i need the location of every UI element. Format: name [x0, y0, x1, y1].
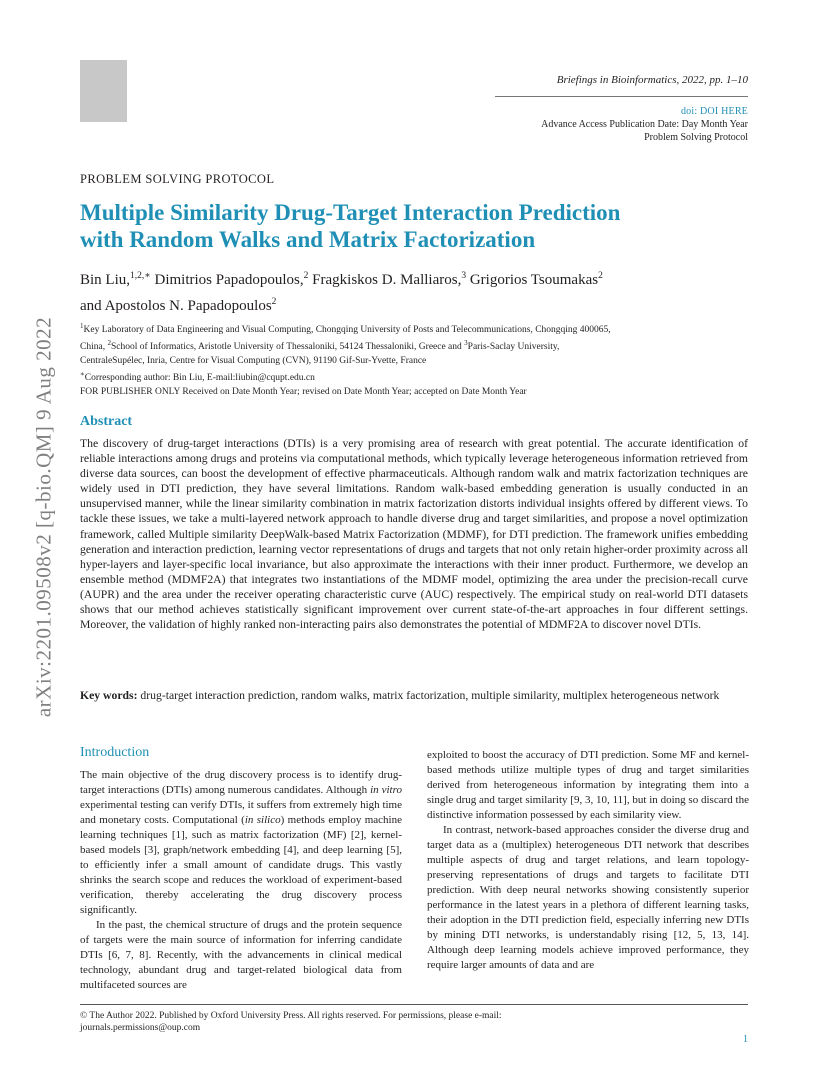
copyright-footnote [80, 1010, 740, 1034]
affiliations [80, 320, 752, 399]
paragraph: exploited to boost the accuracy of DTI prediction. Some MF and kernel-based methods utilize multiple types of drug and target similarities derived from heterogeneous information by integrating them into a single drug and target similarity [9, 3, 10, 11], but in doing so discard the distinctive information possessed by each similarity view. [427, 749, 749, 821]
author-name: Fragkiskos D. Malliaros, [308, 272, 462, 288]
affil-text: Key Laboratory of Data Engineering and Visual Computing, Chongqing University of Posts and Telecommunications, Chongqing 400065, [83, 325, 611, 336]
journal-citation: Briefings in Bioinformatics, 2022, pp. 1–10 [556, 74, 748, 86]
author-line-2 [80, 291, 760, 317]
affiliation-line [80, 320, 752, 337]
author-line-1 [80, 265, 760, 291]
introduction-heading: Introduction [80, 745, 150, 760]
publisher-note: FOR PUBLISHER ONLY Received on Date Month Year; revised on Date Month Year; accepted on Date Month Year [80, 386, 527, 397]
copyright-line: © The Author 2022. Published by Oxford University Press. All rights reserved. For permissions, please e-mail: [80, 1011, 502, 1021]
affil-text: School of Informatics, Aristotle University of Thessaloniki, 54124 Thessaloniki, Greece and [110, 342, 465, 353]
page-number: 1 [743, 1034, 748, 1045]
paragraph [80, 768, 402, 918]
section-label: PROBLEM SOLVING PROTOCOL [80, 172, 275, 186]
paper-type: Problem Solving Protocol [644, 132, 748, 143]
author-affil-sup: 3 [461, 271, 467, 281]
header-rule [495, 96, 748, 97]
author-name: Grigorios Tsoumakas [466, 272, 599, 288]
author-name: and Apostolos N. Papadopoulos [80, 298, 272, 314]
affil-marker: 3 [464, 339, 468, 348]
permissions-email[interactable]: journals.permissions@oup.com [80, 1023, 201, 1033]
title-line-1: Multiple Similarity Drug-Target Interaction Prediction [80, 200, 621, 225]
author-affil-sup: 1,2,∗ [130, 271, 151, 281]
right-column [427, 748, 749, 973]
doi-link[interactable]: doi: DOI HERE [680, 106, 748, 117]
paper-title [80, 199, 760, 253]
advance-access-date: Advance Access Publication Date: Day Month Year [541, 119, 748, 130]
arxiv-side-stamp[interactable]: arXiv:2201.09508v2 [q-bio.QM] 9 Aug 2022 [31, 316, 56, 718]
keywords [80, 688, 748, 703]
journal-logo-placeholder [80, 60, 127, 122]
keywords-label: Key words: [80, 689, 138, 702]
author-name: Bin Liu, [80, 272, 131, 288]
italic-term: in silico [244, 814, 281, 826]
affil-marker: ∗ [80, 370, 85, 379]
abstract-heading: Abstract [80, 414, 133, 429]
affil-marker: 2 [107, 339, 111, 348]
paragraph: In contrast, network-based approaches consider the diverse drug and target data as a (multiplex) heterogeneous DTI network that describes multiple aspects of drug and target relations, and learn topology-preserving representations of drugs and targets to facilitate DTI prediction. With deep neural networks showing consistently superior performance in the latest years in a plethora of different learning tasks, their adoption in the DTI prediction field, especially inferring new DTIs by mining DTI networks, is understandably rising [12, 5, 13, 14]. Although deep learning models achieve improved performance, they require larger amounts of data and are [427, 824, 749, 971]
footnote-rule [80, 1004, 748, 1005]
abstract-text: The discovery of drug-target interactions (DTIs) is a very promising area of research with great potential. The accurate identification of reliable interactions among drugs and proteins via computational methods, which typically leverage heterogeneous information retrieved from diverse data sources, can boost the development of effective pharmaceuticals. Although random walk and matrix factorization techniques are widely used in DTI prediction, they have several limitations. Random walk-based embedding generation is usually conducted in an unsupervised manner, while the linear similarity combination in matrix factorization distorts individual insights offered by different views. To tackle these issues, we take a multi-layered network approach to handle diverse drug and target similarities, and propose a novel optimization framework, called Multiple similarity DeepWalk-based Matrix Factorization (MDMF), for DTI prediction. The framework unifies embedding generation and interaction prediction, learning vector representations of drugs and targets that not only retain higher-order proximity across all hyper-layers and layer-specific local invariance, but also approximate the interactions with their inner product. Furthermore, we develop an ensemble method (MDMF2A) that integrates two instantiations of the MDMF model, optimizing the area under the precision-recall curve (AUPR) and the area under the receiver operating characteristic curve (AUC) respectively. The empirical study on real-world DTI datasets shows that our method achieves statistically significant improvement over current state-of-the-art approaches in four different settings. Moreover, the validation of highly ranked non-interacting pairs also demonstrates the potential of MDMF2A to discover novel DTIs. [80, 437, 748, 632]
affiliation-line: CentraleSupélec, Inria, Centre for Visual Computing (CVN), 91190 Gif-Sur-Yvette, France [80, 355, 427, 366]
author-list [80, 265, 760, 317]
text-run: ) methods employ machine learning techniques [1], such as matrix factorization (MF) [2], kernel-based models [3], graph/network embedding [4], and deep learning [5], to efficiently infer a small amount of candidate drugs. This vastly shrinks the search scope and reduces the workload of experiment-based verification, thereby accelerating the drug discovery process significantly. [80, 814, 402, 916]
author-name: Dimitrios Papadopoulos, [150, 272, 304, 288]
paragraph: In the past, the chemical structure of drugs and the protein sequence of targets were the main source of information for inferring candidate DTIs [6, 7, 8]. Recently, with the advancements in clinical medical technology, abundant drug and target-related biological data from multifaceted sources are [80, 919, 402, 991]
text-run: The main objective of the drug discovery process is to identify drug-target interactions (DTIs) among numerous candidates. Although [80, 769, 402, 796]
author-affil-sup: 2 [598, 271, 603, 281]
affil-text: China, [80, 342, 108, 353]
text-run: experimental testing can verify DTIs, it suffers from extremely high time and monetary costs. Computational ( [80, 799, 402, 826]
corresponding-author [80, 368, 752, 385]
corresponding-text: Corresponding author: Bin Liu, E-mail:liubin@cqupt.edu.cn [84, 373, 315, 384]
author-affil-sup: 2 [271, 297, 277, 307]
affil-marker: 1 [80, 322, 84, 330]
affil-text: Paris-Saclay University, [467, 342, 560, 353]
title-line-2: with Random Walks and Matrix Factorization [80, 227, 536, 252]
author-affil-sup: 2 [303, 271, 309, 281]
left-column [80, 768, 402, 993]
keywords-text: drug-target interaction prediction, random walks, matrix factorization, multiple similarity, multiplex heterogeneous network [137, 689, 720, 702]
affiliation-line [80, 337, 752, 354]
italic-term: in vitro [370, 784, 402, 796]
